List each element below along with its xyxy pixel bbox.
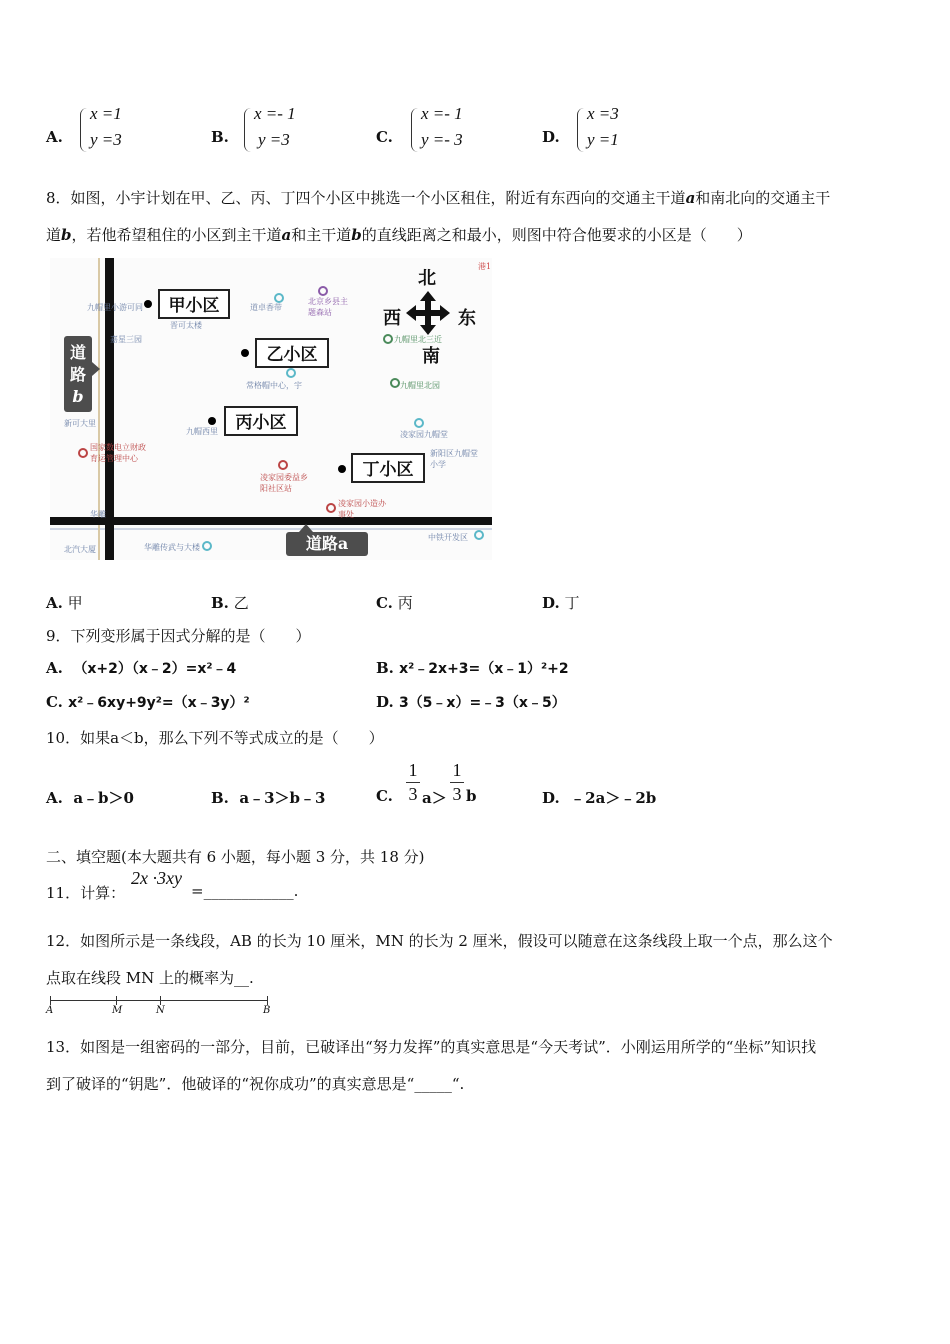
q10-option-d: D. ﹣2a＞﹣2b bbox=[542, 789, 657, 807]
q7-option-d-letter: D. bbox=[542, 128, 560, 146]
fraction: 1 3 bbox=[450, 760, 464, 805]
q10-option-a: A. a﹣b＞0 bbox=[46, 789, 134, 807]
q13-stem-line2: 到了破译的“钥匙”．他破译的“祝你成功”的真实意思是“_____“. bbox=[46, 1075, 465, 1093]
poi-label: 华雕传武与大楼 bbox=[144, 543, 200, 552]
brace-icon bbox=[244, 108, 251, 152]
q10-option-c-mid: a＞ bbox=[422, 789, 447, 807]
q8-stem-line2: 道b，若他希望租住的小区到主干道a和主干道b的直线距离之和最小，则图中符合他要求的小区是（ ） bbox=[46, 226, 752, 244]
q9-option-a: A. （x+2）（x﹣2）=x²﹣4 bbox=[46, 659, 237, 677]
poi-marker-icon bbox=[78, 448, 88, 458]
brace-icon bbox=[577, 108, 584, 152]
q11-label: 11．计算： bbox=[46, 884, 126, 902]
poi-label: 北汽大厦 bbox=[64, 545, 96, 554]
equation: y =3 bbox=[90, 130, 122, 149]
district-ding-box: 丁小区 bbox=[351, 453, 425, 483]
poi-label: 北京乡县主题森站 bbox=[308, 297, 348, 317]
q8-map bbox=[50, 258, 492, 560]
q7-option-c-letter: C. bbox=[376, 128, 393, 146]
compass-west: 西 bbox=[383, 308, 401, 329]
q12-stem-line2: 点取在线段 MN 上的概率为__. bbox=[46, 969, 254, 987]
brace-icon bbox=[411, 108, 418, 152]
q9-stem: 9．下列变形属于因式分解的是（ ） bbox=[46, 627, 311, 645]
q10-stem: 10．如果a＜b，那么下列不等式成立的是（ ） bbox=[46, 729, 384, 747]
q11-answer-blank[interactable]: =____________. bbox=[191, 882, 299, 900]
poi-label: 国家数电立财政育运管理中心 bbox=[90, 443, 146, 463]
q7-option-a-letter: A. bbox=[46, 128, 63, 146]
q10-option-c-tail: b bbox=[466, 787, 477, 805]
fraction: 1 3 bbox=[406, 760, 420, 805]
poi-marker-icon bbox=[390, 378, 400, 388]
q8-option-b: B. 乙 bbox=[211, 594, 249, 612]
point-label-n: N bbox=[156, 1005, 165, 1016]
compass-arrows-icon bbox=[406, 291, 450, 335]
equation: x =- 1 bbox=[421, 104, 463, 123]
poi-marker-icon bbox=[278, 460, 288, 470]
poi-marker-icon bbox=[474, 530, 484, 540]
poi-label: 道卓香带 bbox=[250, 303, 282, 312]
poi-marker-icon bbox=[202, 541, 212, 551]
q9-option-d: D. 3（5﹣x）=﹣3（x﹣5） bbox=[376, 693, 566, 711]
q8-option-a: A. 甲 bbox=[46, 594, 83, 612]
equation: x =- 1 bbox=[254, 104, 296, 123]
poi-label: 九帽里小游可同 bbox=[87, 303, 143, 312]
equation: x =1 bbox=[90, 104, 122, 123]
poi-marker-icon bbox=[274, 293, 284, 303]
equation: y =- 3 bbox=[421, 130, 463, 149]
poi-marker-icon bbox=[383, 334, 393, 344]
poi-label: 凌家园委益乡阳社区站 bbox=[260, 473, 308, 493]
poi-label: 九帽里北园 bbox=[400, 381, 440, 390]
district-yi-box: 乙小区 bbox=[255, 338, 329, 368]
district-bing-dot bbox=[208, 417, 216, 425]
q10-option-b: B. a﹣3＞b﹣3 bbox=[211, 789, 326, 807]
compass-south: 南 bbox=[422, 346, 440, 367]
poi-marker-icon bbox=[318, 286, 328, 296]
district-jia-box: 甲小区 bbox=[158, 289, 230, 319]
poi-label: 晋可太楼 bbox=[170, 321, 202, 330]
compass-north: 北 bbox=[418, 268, 436, 289]
segment-tick bbox=[160, 996, 161, 1005]
q9-option-c: C. x²﹣6xy+9y²=（x﹣3y）² bbox=[46, 693, 250, 711]
q10-option-c-letter: C. bbox=[376, 787, 393, 805]
compass-east: 东 bbox=[458, 308, 476, 329]
road-b-label: 道 路 b bbox=[64, 336, 92, 412]
q13-stem-line1: 13．如图是一组密码的一部分，目前，已破译出“努力发挥”的真实意思是“今天考试”．小刚运用所学的“坐标”知识找 bbox=[46, 1038, 817, 1056]
poi-marker-icon bbox=[286, 368, 296, 378]
road-a-label: 道路a bbox=[286, 532, 368, 556]
q7-option-b-letter: B. bbox=[211, 128, 229, 146]
equation: y =3 bbox=[258, 130, 290, 149]
road-a bbox=[50, 517, 492, 525]
point-label-m: M bbox=[112, 1005, 123, 1016]
poi-marker-icon bbox=[414, 418, 424, 428]
segment-tick bbox=[50, 996, 51, 1005]
segment-tick bbox=[267, 996, 268, 1005]
q8-option-c: C. 丙 bbox=[376, 594, 413, 612]
q8-option-d: D. 丁 bbox=[542, 594, 580, 612]
q8-stem-line1: 8．如图，小宇计划在甲、乙、丙、丁四个小区中挑选一个小区租住，附近有东西向的交通主干道a和南北向的交通主干 bbox=[46, 189, 831, 207]
poi-label: 嘉星三园 bbox=[110, 335, 142, 344]
poi-label: 九帽里北三近 bbox=[394, 335, 442, 344]
district-yi-dot bbox=[241, 349, 249, 357]
q9-option-b: B. x²﹣2x+3=（x﹣1）²+2 bbox=[376, 659, 569, 677]
point-label-b: B bbox=[263, 1005, 271, 1016]
road-b-pointer-icon bbox=[92, 362, 100, 376]
poi-label: 凌家园小造办事处 bbox=[338, 499, 386, 519]
poi-label: 华雕 bbox=[90, 510, 106, 519]
road-a-pointer-icon bbox=[299, 524, 313, 532]
poi-label: 九帽西里 bbox=[186, 427, 218, 436]
street-line bbox=[50, 528, 492, 530]
section-2-heading: 二、填空题(本大题共有 6 小题，每小题 3 分，共 18 分) bbox=[46, 848, 425, 866]
poi-label: 新可大里 bbox=[64, 419, 96, 428]
point-label-a: A bbox=[46, 1005, 54, 1016]
brace-icon bbox=[80, 108, 87, 152]
poi-label: 中铁开发区 bbox=[428, 533, 468, 542]
map-corner-label: 港1 bbox=[478, 262, 492, 271]
segment-line bbox=[50, 1000, 268, 1001]
q11-expression: 2x ·3xy bbox=[131, 868, 182, 888]
poi-label: 常格帽中心，宇 bbox=[246, 381, 302, 390]
district-bing-box: 丙小区 bbox=[224, 406, 298, 436]
poi-label: 凌家园九帽堂 bbox=[400, 430, 448, 439]
poi-marker-icon bbox=[326, 503, 336, 513]
equation: x =3 bbox=[587, 104, 619, 123]
segment-tick bbox=[116, 996, 117, 1005]
district-ding-dot bbox=[338, 465, 346, 473]
poi-label: 新阳区九帽堂小学 bbox=[430, 449, 478, 469]
q12-segment-figure bbox=[48, 996, 270, 1018]
equation: y =1 bbox=[587, 130, 619, 149]
q12-stem-line1: 12．如图所示是一条线段，AB 的长为 10 厘米，MN 的长为 2 厘米，假设可以随意在这条线段上取一个点，那么这个 bbox=[46, 932, 833, 950]
district-jia-dot bbox=[144, 300, 152, 308]
